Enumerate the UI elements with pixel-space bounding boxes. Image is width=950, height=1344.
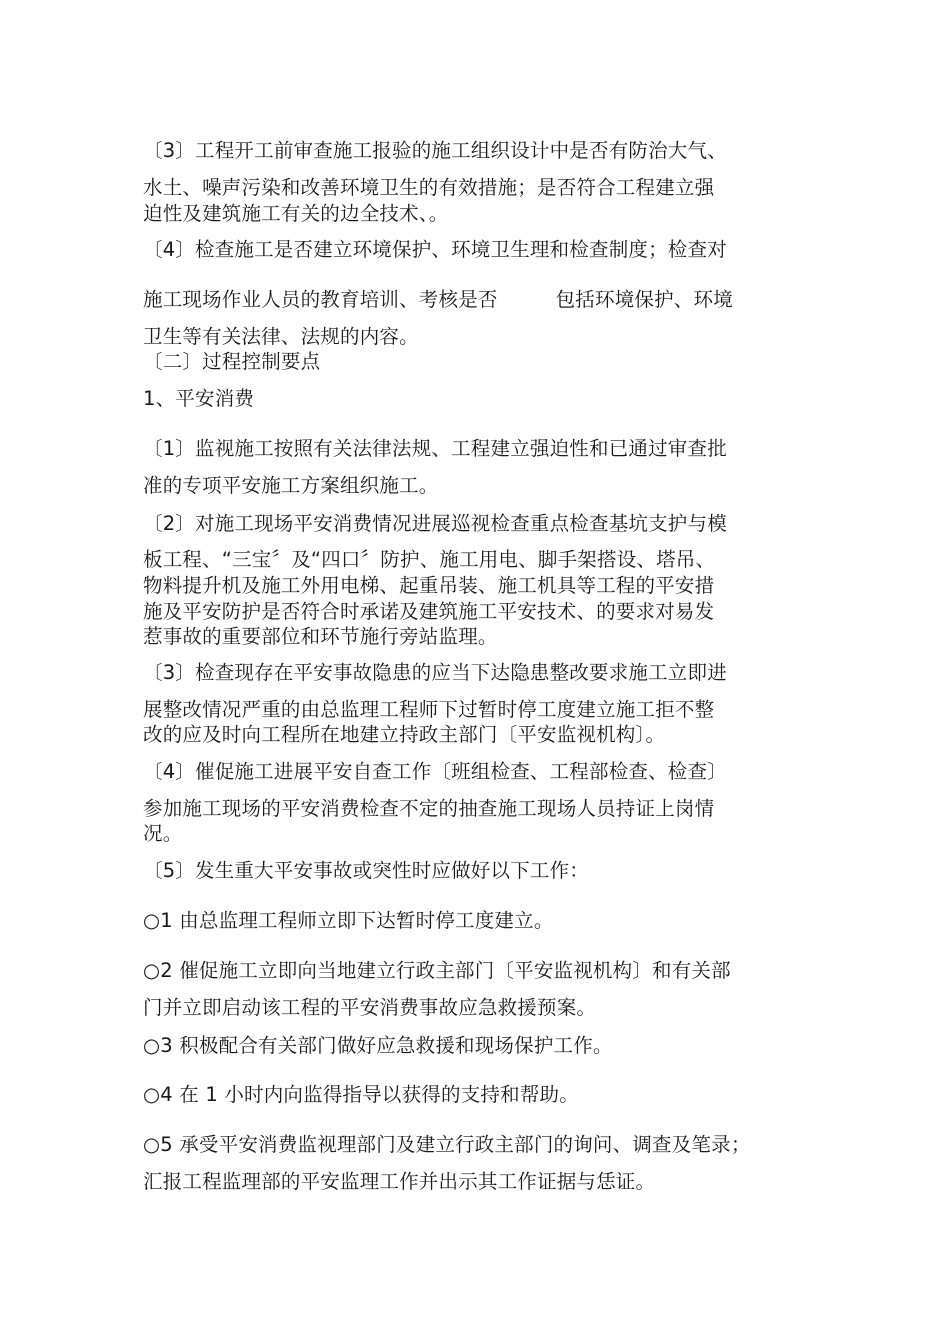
text-line: 板工程、“三宝〞及“四口〞防护、施工用电、脚手架搭设、塔吊、	[143, 548, 716, 571]
text-line: 改的应及时向工程所在地建立持政主部门〔平安监视机构〕。	[143, 723, 666, 746]
text-line: 参加施工现场的平安消费检查不定的抽查施工现场人员持证上岗情	[143, 797, 715, 820]
text-segment: 包括环境保护、环境	[555, 288, 733, 311]
text-line: 惹事故的重要部位和环节施行旁站监理。	[143, 625, 498, 648]
text-segment: 施工现场作业人员的教育培训、考核是否	[143, 288, 498, 311]
text-line: 〔3〕工程开工前审查施工报验的施工组织设计中是否有防治大气、	[143, 139, 727, 162]
text-line: 〔4〕催促施工进展平安自查工作〔班组检查、工程部检查、检查〕	[143, 760, 727, 783]
list-item: ○3 积极配合有关部门做好应急救援和现场保护工作。	[143, 1034, 613, 1057]
text-line: 况。	[143, 822, 183, 845]
text-line: 卫生等有关法律、法规的内容。	[143, 325, 419, 348]
subsection-heading: 1、平安消费	[143, 387, 255, 410]
list-item: ○4 在 1 小时内向监得指导以获得的支持和帮助。	[143, 1083, 579, 1106]
text-line: 准的专项平安施工方案组织施工。	[143, 474, 439, 497]
section-heading: 〔二〕过程控制要点	[143, 350, 321, 373]
text-line: 〔4〕检查施工是否建立环境保护、环境卫生理和检查制度；检查对	[143, 238, 727, 261]
list-item: ○1 由总监理工程师立即下达暂时停工度建立。	[143, 909, 554, 932]
text-line: 〔2〕对施工现场平安消费情况进展巡视检查重点检查基坑支护与模	[143, 512, 727, 535]
text-line: 展整改情况严重的由总监理工程师下过暂时停工度建立施工拒不整	[143, 698, 715, 721]
list-item: ○2 催促施工立即向当地建立行政主部门〔平安监视机构〕和有关部	[143, 959, 731, 982]
text-line: 〔1〕监视施工按照有关法律法规、工程建立强迫性和已通过审查批	[143, 437, 727, 460]
text-line: 水土、噪声污染和改善环境卫生的有效措施；是否符合工程建立强	[143, 176, 715, 199]
text-line: 门并立即启动该工程的平安消费事故应急救援预案。	[143, 996, 597, 1019]
text-line: 〔3〕检查现存在平安事故隐患的应当下达隐患整改要求施工立即进	[143, 661, 727, 684]
text-line: 迫性及建筑施工有关的边全技术、。	[143, 202, 449, 225]
text-line: 施及平安防护是否符合时承诺及建筑施工平安技术、的要求对易发	[143, 600, 715, 623]
text-line: 汇报工程监理部的平安监理工作并出示其工作证据与恁证。	[143, 1170, 656, 1193]
text-line: 〔5〕发生重大平安事故或突性时应做好以下工作：	[143, 859, 590, 882]
text-line	[143, 287, 733, 313]
list-item: ○5 承受平安消费监视理部门及建立行政主部门的询问、调查及笔录；	[143, 1133, 751, 1156]
text-line: 物料提升机及施工外用电梯、起重吊装、施工机具等工程的平安措	[143, 574, 715, 597]
